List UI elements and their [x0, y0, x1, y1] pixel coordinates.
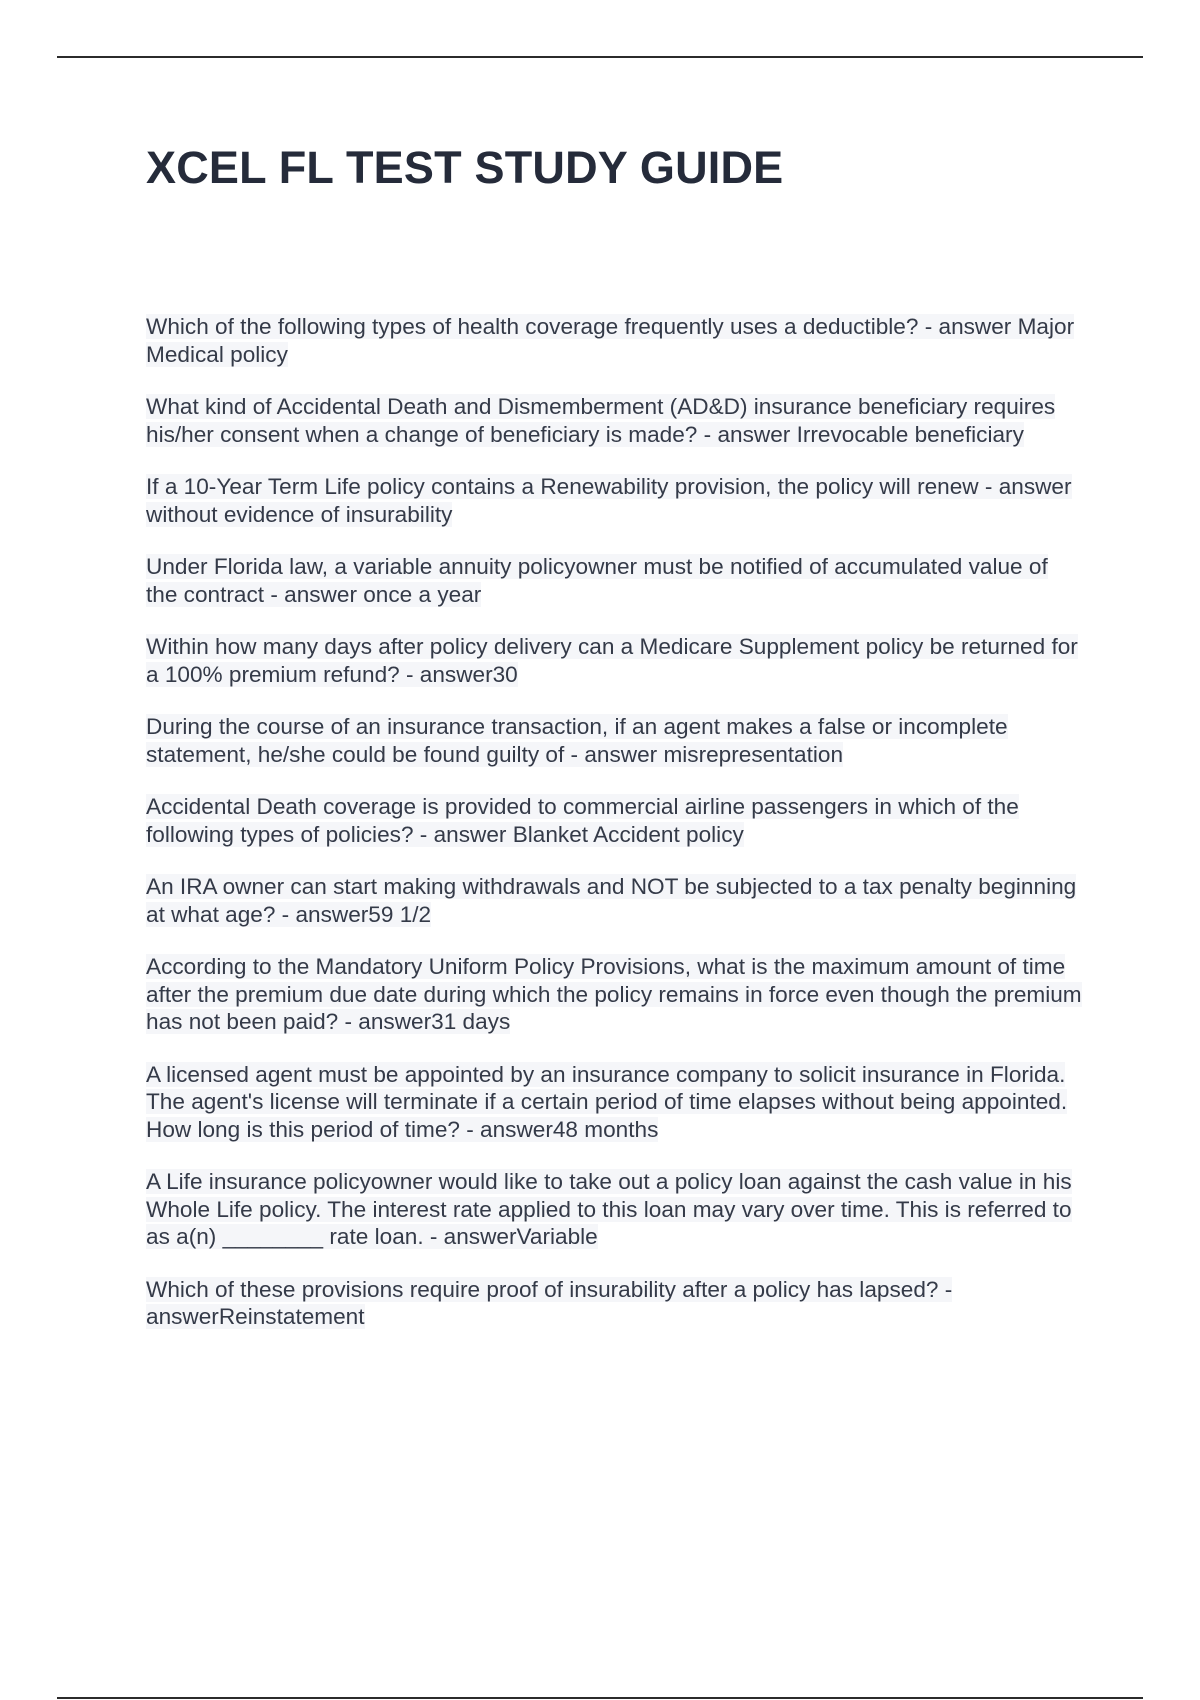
qa-item	[146, 313, 1084, 368]
qa-item	[146, 553, 1084, 608]
bottom-divider	[57, 1697, 1143, 1699]
qa-text: Under Florida law, a variable annuity policyowner must be notified of accumulated value of the contract - answer once a year	[146, 554, 1048, 607]
qa-item	[146, 473, 1084, 528]
qa-item	[146, 1061, 1084, 1144]
qa-item	[146, 633, 1084, 688]
qa-text: A Life insurance policyowner would like to take out a policy loan against the cash value in his Whole Life policy. The interest rate applied to this loan may vary over time. This is referred to as a(n) ________ rate loan. - answerVariable	[146, 1169, 1072, 1249]
qa-list	[146, 313, 1084, 1356]
qa-item	[146, 873, 1084, 928]
qa-item	[146, 393, 1084, 448]
qa-text: A licensed agent must be appointed by an insurance company to solicit insurance in Florida. The agent's license will terminate if a certain period of time elapses without being appointed. How long is this period of time? - answer48 months	[146, 1061, 1068, 1142]
qa-text: Within how many days after policy delivery can a Medicare Supplement policy be returned for a 100% premium refund? - answer30	[146, 634, 1078, 687]
qa-text: An IRA owner can start making withdrawals and NOT be subjected to a tax penalty beginning at what age? - answer59 1/2	[146, 874, 1077, 927]
qa-item	[146, 793, 1084, 848]
qa-text: Which of these provisions require proof of insurability after a policy has lapsed? - answerReinstatement	[146, 1276, 953, 1329]
qa-text: What kind of Accidental Death and Dismemberment (AD&D) insurance beneficiary requires his/her consent when a change of beneficiary is made? - answer Irrevocable beneficiary	[146, 394, 1056, 447]
top-divider	[57, 56, 1143, 58]
qa-item	[146, 713, 1084, 768]
qa-text: Accidental Death coverage is provided to commercial airline passengers in which of the following types of policies? - answer Blanket Accident policy	[146, 794, 1019, 847]
qa-text: During the course of an insurance transaction, if an agent makes a false or incomplete statement, he/she could be found guilty of - answer misrepresentation	[146, 714, 1008, 767]
page-title: XCEL FL TEST STUDY GUIDE	[146, 142, 784, 193]
qa-text: If a 10-Year Term Life policy contains a Renewability provision, the policy will renew - answer without evidence of insurability	[146, 474, 1072, 527]
qa-text: Which of the following types of health coverage frequently uses a deductible? - answer Major Medical policy	[146, 314, 1075, 367]
qa-item	[146, 1276, 1084, 1331]
qa-item	[146, 1168, 1084, 1251]
qa-item	[146, 953, 1084, 1036]
qa-text: According to the Mandatory Uniform Policy Provisions, what is the maximum amount of time after the premium due date during which the policy remains in force even though the premium has not been paid? - answer31 days	[146, 954, 1082, 1034]
